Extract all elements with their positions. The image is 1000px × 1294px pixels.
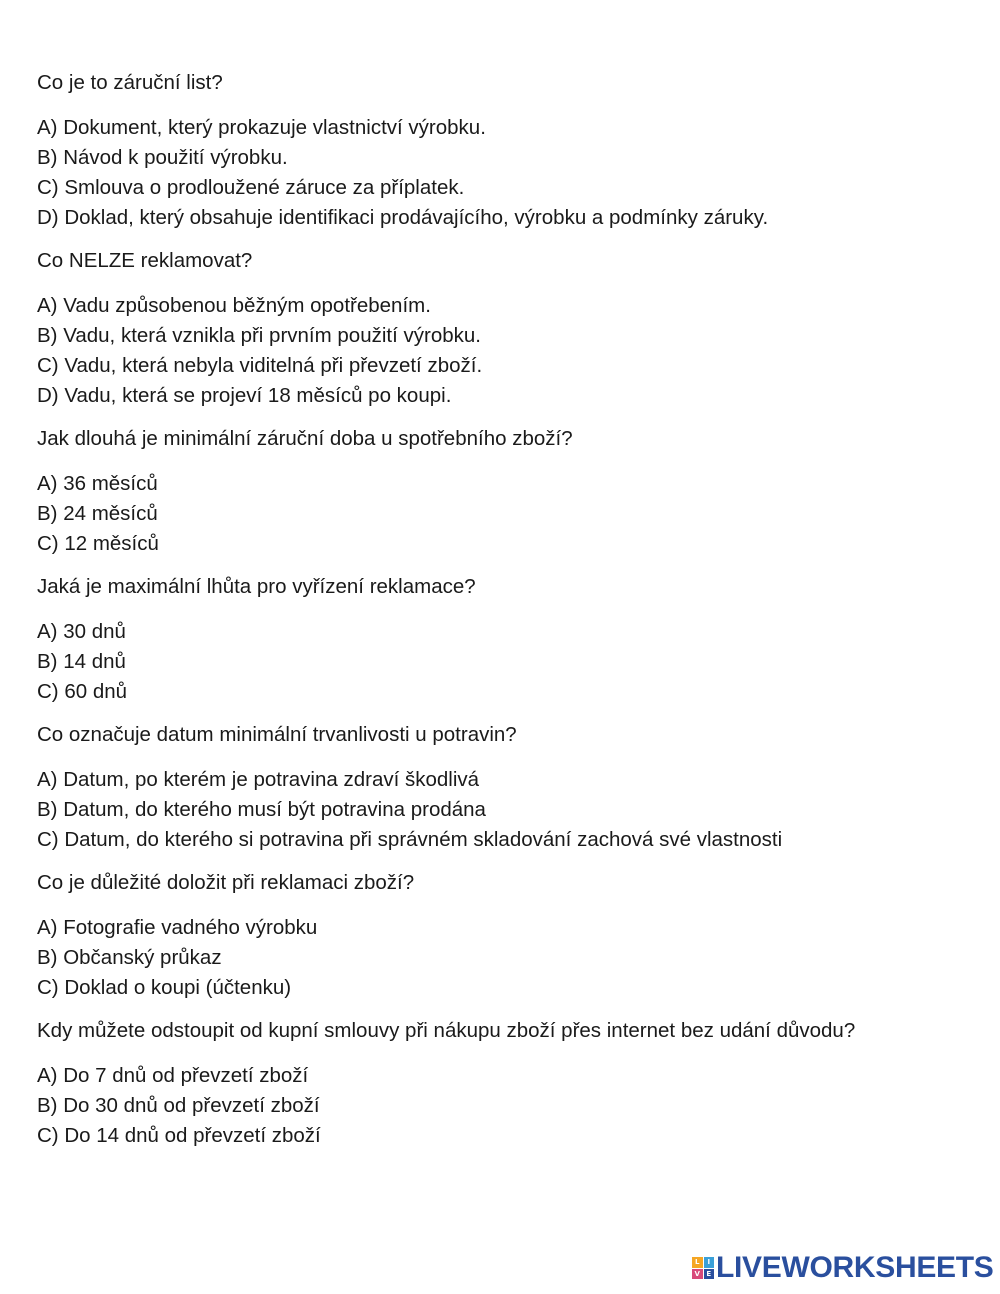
question-block: [37, 720, 977, 855]
answer-option: C) Do 14 dnů od převzetí zboží: [37, 1124, 321, 1147]
answer-option: A) 36 měsíců: [37, 472, 158, 495]
answer-option: B) Návod k použití výrobku.: [37, 146, 288, 169]
answer-option: B) Vadu, která vznikla při prvním použití výrobku.: [37, 324, 481, 347]
logo-letter: L: [692, 1257, 703, 1268]
answer-option: A) Do 7 dnů od převzetí zboží: [37, 1064, 309, 1087]
question-text: Kdy můžete odstoupit od kupní smlouvy při nákupu zboží přes internet bez udání důvodu?: [37, 1019, 856, 1042]
answer-option: B) 24 měsíců: [37, 502, 158, 525]
answer-options: [37, 913, 977, 1003]
question-block: [37, 246, 977, 411]
answer-option: A) Dokument, který prokazuje vlastnictví výrobku.: [37, 116, 486, 139]
answer-option: B) Datum, do kterého musí být potravina prodána: [37, 798, 486, 821]
answer-options: [37, 1061, 977, 1151]
answer-options: [37, 291, 977, 411]
answer-option: B) 14 dnů: [37, 650, 126, 673]
logo-letter: V: [692, 1269, 703, 1280]
logo-letter: I: [704, 1257, 715, 1268]
answer-options: [37, 617, 977, 707]
answer-option: A) Fotografie vadného výrobku: [37, 916, 318, 939]
worksheet: [37, 68, 977, 1164]
answer-option: C) 12 měsíců: [37, 532, 159, 555]
answer-option: A) 30 dnů: [37, 620, 126, 643]
question-block: [37, 68, 977, 233]
question-block: [37, 868, 977, 1003]
answer-option: C) Smlouva o prodloužené záruce za příplatek.: [37, 176, 465, 199]
answer-options: [37, 113, 977, 233]
answer-option: C) Vadu, která nebyla viditelná při převzetí zboží.: [37, 354, 483, 377]
answer-option: C) Datum, do kterého si potravina při správném skladování zachová své vlastnosti: [37, 828, 783, 851]
answer-options: [37, 765, 977, 855]
question-text: Co je to záruční list?: [37, 71, 223, 94]
answer-option: D) Doklad, který obsahuje identifikaci prodávajícího, výrobku a podmínky záruky.: [37, 206, 769, 229]
question-block: [37, 1016, 977, 1151]
answer-option: C) Doklad o koupi (účtenku): [37, 976, 292, 999]
answer-option: B) Občanský průkaz: [37, 946, 222, 969]
question-text: Co NELZE reklamovat?: [37, 249, 253, 272]
question-text: Co je důležité doložit při reklamaci zboží?: [37, 871, 415, 894]
question-text: Co označuje datum minimální trvanlivosti u potravin?: [37, 723, 517, 746]
answer-option: D) Vadu, která se projeví 18 měsíců po koupi.: [37, 384, 452, 407]
question-text: Jak dlouhá je minimální záruční doba u spotřebního zboží?: [37, 427, 573, 450]
liveworksheets-logo-icon: [692, 1257, 714, 1279]
brand-name: LIVEWORKSHEETS: [716, 1251, 994, 1284]
answer-option: A) Vadu způsobenou běžným opotřebením.: [37, 294, 431, 317]
question-text: Jaká je maximální lhůta pro vyřízení reklamace?: [37, 575, 476, 598]
answer-options: [37, 469, 977, 559]
logo-letter: E: [704, 1269, 715, 1280]
answer-option: C) 60 dnů: [37, 680, 128, 703]
question-block: [37, 424, 977, 559]
answer-option: B) Do 30 dnů od převzetí zboží: [37, 1094, 320, 1117]
answer-option: A) Datum, po kterém je potravina zdraví škodlivá: [37, 768, 480, 791]
question-block: [37, 572, 977, 707]
liveworksheets-brand: [692, 1253, 994, 1283]
